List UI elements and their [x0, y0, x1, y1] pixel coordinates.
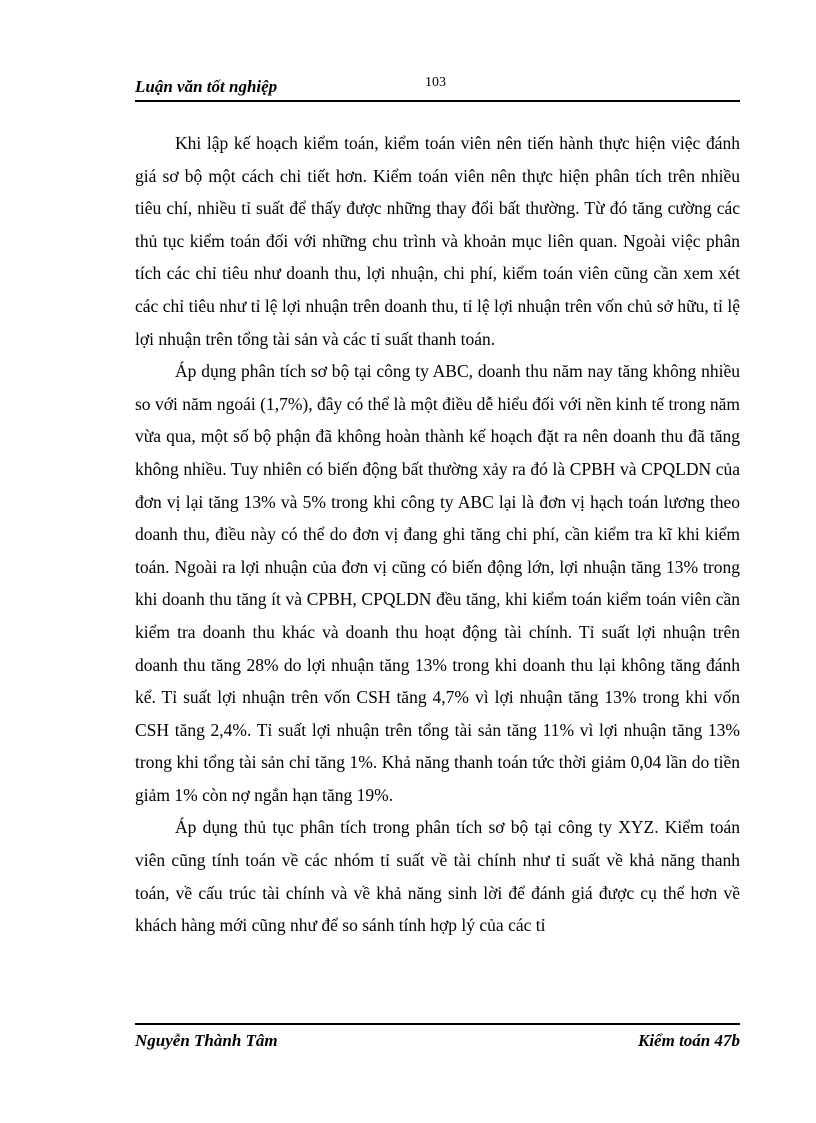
page-number: 103 — [425, 75, 446, 90]
page-header — [135, 72, 740, 102]
paragraph-3: Áp dụng thủ tục phân tích trong phân tích sơ bộ tại công ty XYZ. Kiểm toán viên cũng tính toán về các nhóm tỉ suất về tài chính như tỉ suất về khả năng thanh toán, về cấu trúc tài chính và về khả năng sinh lời để đánh giá được cụ thể hơn về khách hàng mới cũng như để so sánh tính hợp lý của các tỉ — [135, 817, 740, 936]
footer-author: Nguyễn Thành Tâm — [135, 1031, 278, 1050]
page-footer — [135, 1023, 740, 1057]
body-text — [135, 127, 740, 942]
paragraph-2: Áp dụng phân tích sơ bộ tại công ty ABC, doanh thu năm nay tăng không nhiều so với năm ngoái (1,7%), đây có thể là một điều dễ hiểu đối với nền kinh tế trong năm vừa qua, một số bộ phận đã không hoàn thành kế hoạch đặt ra nên doanh thu đã tăng không nhiều. Tuy nhiên có biến động bất thường xảy ra đó là CPBH và CPQLDN của đơn vị lại tăng 13% và 5% trong khi công ty ABC lại là đơn vị hạch toán lương theo doanh thu, điều này có thể do đơn vị đang ghi tăng chi phí, cần kiểm tra kĩ khi kiểm toán. Ngoài ra lợi nhuận của đơn vị cũng có biến động lớn, lợi nhuận tăng 13% trong khi doanh thu tăng ít và CPBH, CPQLDN đều tăng, khi kiểm toán kiểm toán viên cần kiểm tra doanh thu khác và doanh thu hoạt động tài chính. Tỉ suất lợi nhuận trên doanh thu tăng 28% do lợi nhuận tăng 13% trong khi doanh thu lại không tăng đánh kể. Tỉ suất lợi nhuận trên vốn CSH tăng 4,7% vì lợi nhuận tăng 13% trong khi vốn CSH tăng 2,4%. Tỉ suất lợi nhuận trên tổng tài sản tăng 11% vì lợi nhuận tăng 13% trong khi tổng tài sản chỉ tăng 1%. Khả năng thanh toán tức thời giảm 0,04 lần do tiền giảm 1% còn nợ ngắn hạn tăng 19%. — [135, 361, 740, 805]
header-title: Luận văn tốt nghiệp — [135, 77, 278, 96]
footer-department: Kiểm toán 47b — [637, 1031, 740, 1050]
paragraph-1: Khi lập kế hoạch kiểm toán, kiểm toán viên nên tiến hành thực hiện việc đánh giá sơ bộ một cách chi tiết hơn. Kiểm toán viên nên thực hiện phân tích trên nhiều tiêu chí, nhiều tỉ suất để thấy được những thay đổi bất thường. Từ đó tăng cường các thủ tục kiểm toán đối với những chu trình và khoản mục liên quan. Ngoài việc phân tích các chỉ tiêu như doanh thu, lợi nhuận, chi phí, kiểm toán viên cũng cần xem xét các chỉ tiêu như tỉ lệ lợi nhuận trên doanh thu, tỉ lệ lợi nhuận trên vốn chủ sở hữu, tỉ lệ lợi nhuận trên tổng tài sản và các tỉ suất thanh toán. — [135, 133, 740, 349]
